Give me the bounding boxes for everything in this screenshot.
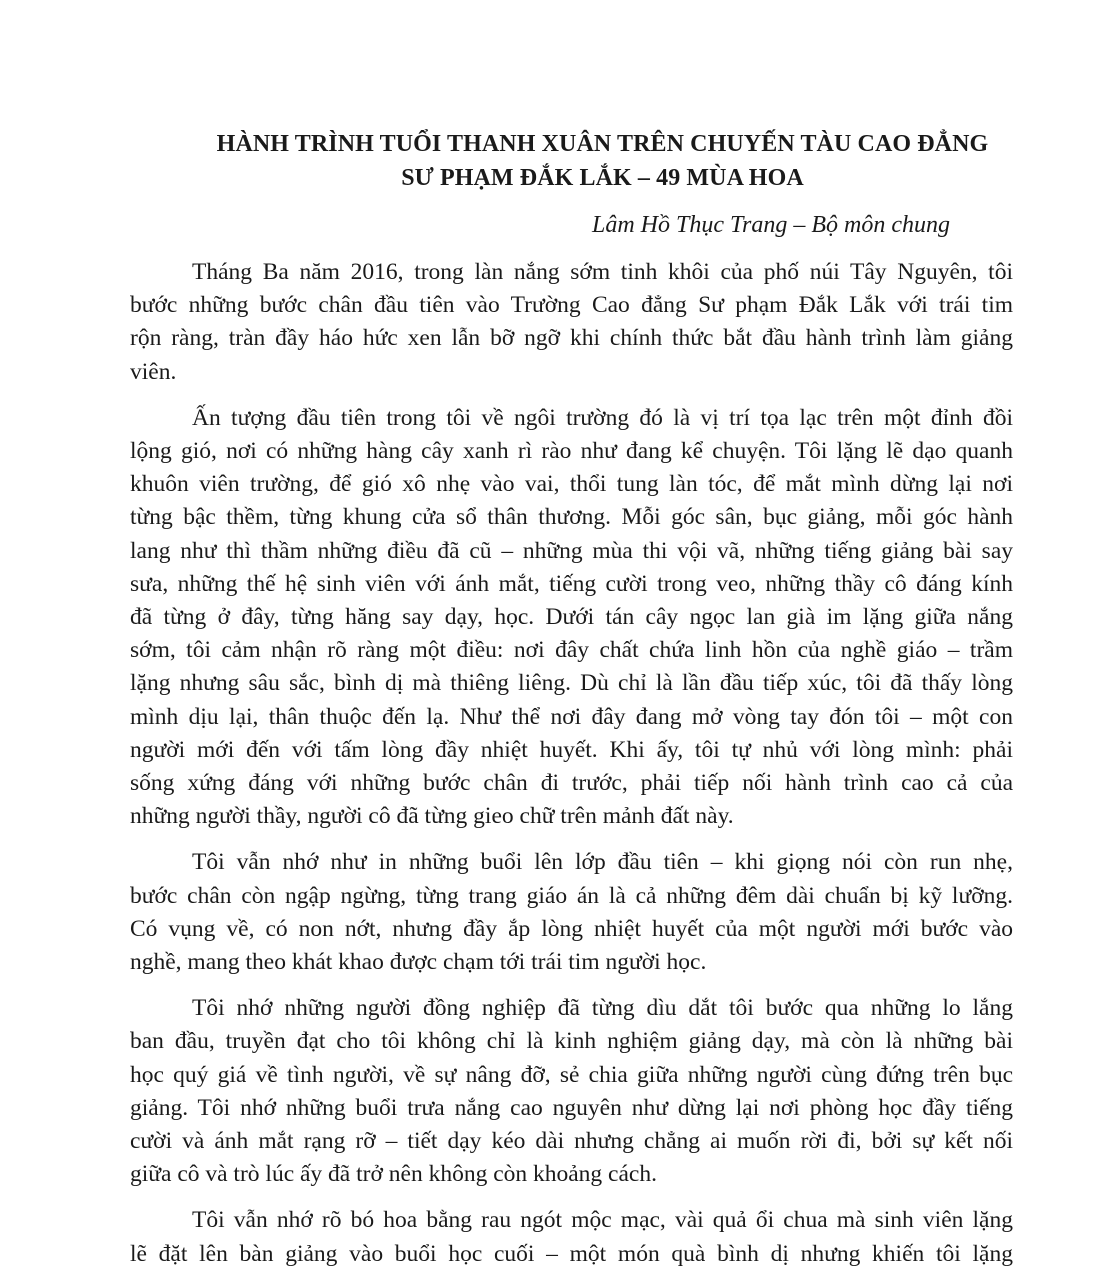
- paragraph-line: Có vụng về, có non nớt, nhưng đầy ắp lòng nhiệt huyết của một người mới bước vào: [130, 915, 1013, 942]
- paragraph-line: mình dịu lại, thân thuộc đến lạ. Như thể nơi đây đang mở vòng tay đón tôi – một con: [130, 703, 1013, 730]
- paragraph-line: Tôi vẫn nhớ rõ bó hoa bằng rau ngót mộc mạc, vài quả ổi chua mà sinh viên lặng: [192, 1207, 1013, 1234]
- paragraph-line: học quý giá về tình người, về sự nâng đỡ, sẻ chia giữa những người cùng đứng trên bục: [130, 1061, 1013, 1088]
- paragraph-line: giảng. Tôi nhớ những buổi trưa nắng cao nguyên như dừng lại nơi phòng học đầy tiếng: [130, 1094, 1013, 1121]
- paragraph-line: Tháng Ba năm 2016, trong làn nắng sớm tinh khôi của phố núi Tây Nguyên, tôi: [192, 259, 1013, 285]
- paragraph: [130, 1204, 1013, 1270]
- paragraph: [130, 402, 1013, 834]
- paragraph-line: những người thầy, người cô đã từng gieo chữ trên mảnh đất này.: [130, 803, 734, 830]
- paragraph-line: khuôn viên trường, để gió xô nhẹ vào vai, thổi tung làn tóc, để mắt mình dừng lại nơi: [130, 471, 1013, 498]
- document-title: [140, 127, 1065, 195]
- paragraph-line: người mới đến với tấm lòng đầy nhiệt huyết. Khi ấy, tôi tự nhủ với lòng mình: phải: [130, 736, 1013, 763]
- paragraph-line: từng bậc thềm, từng khung cửa sổ thân thương. Mỗi góc sân, bục giảng, mỗi góc hành: [130, 504, 1013, 531]
- paragraph-line: lẽ đặt lên bàn giảng vào buổi học cuối – một món quà bình dị nhưng khiến tôi lặng: [130, 1240, 1013, 1267]
- paragraph-line: rộn ràng, tràn đầy háo hức xen lẫn bỡ ngỡ khi chính thức bắt đầu hành trình làm giảng: [130, 325, 1013, 352]
- paragraph-line: đã từng ở đây, từng hăng say dạy, học. Dưới tán cây ngọc lan già im lặng giữa nắng: [130, 604, 1013, 631]
- paragraph-line: bước những bước chân đầu tiên vào Trường Cao đẳng Sư phạm Đắk Lắk với trái tim: [130, 292, 1013, 319]
- author-byline: Lâm Hồ Thục Trang – Bộ môn chung: [591, 212, 950, 238]
- paragraph-line: Ấn tượng đầu tiên trong tôi về ngôi trường đó là vị trí tọa lạc trên một đỉnh đồi: [192, 404, 1013, 431]
- paragraph: [130, 992, 1013, 1191]
- paragraph-line: lặng nhưng sâu sắc, bình dị mà thiêng liêng. Dù chỉ là lần đầu tiếp xúc, tôi đã thấy lòng: [130, 670, 1013, 697]
- paragraph-line: sống xứng đáng với những bước chân đi trước, phải tiếp nối hành trình cao cả của: [130, 770, 1013, 797]
- title-line-2: SƯ PHẠM ĐẮK LẮK – 49 MÙA HOA: [401, 165, 804, 191]
- paragraph-line: sưa, những thế hệ sinh viên với ánh mắt, tiếng cười trong veo, những thầy cô đáng kính: [130, 570, 1013, 597]
- paragraph-line: lộng gió, nơi có những hàng cây xanh rì rào như đang kể chuyện. Tôi lặng lẽ dạo quanh: [130, 438, 1013, 465]
- paragraph-line: bước chân còn ngập ngừng, từng trang giáo án là cả những đêm dài chuẩn bị kỹ lưỡng.: [130, 882, 1013, 909]
- paragraph-line: cười và ánh mắt rạng rỡ – tiết dạy kéo dài nhưng chẳng ai muốn rời đi, bởi sự kết nối: [130, 1128, 1013, 1155]
- paragraph: [130, 846, 1013, 979]
- article-body: [130, 256, 1013, 1284]
- paragraph-line: ban đầu, truyền đạt cho tôi không chỉ là kinh nghiệm giảng dạy, mà còn là những bài: [130, 1028, 1013, 1055]
- paragraph-line: Tôi vẫn nhớ như in những buổi lên lớp đầu tiên – khi giọng nói còn run nhẹ,: [192, 849, 1013, 876]
- paragraph-line: nghề, mang theo khát khao được chạm tới trái tim người học.: [130, 949, 707, 976]
- paragraph: [130, 256, 1013, 389]
- paragraph-line: lang như thì thầm những điều đã cũ – những mùa thi vội vã, những tiếng giảng bài say: [130, 537, 1013, 564]
- paragraph-line: giữa cô và trò lúc ấy đã trở nên không còn khoảng cách.: [130, 1161, 657, 1188]
- paragraph-line: viên.: [130, 358, 177, 385]
- paragraph-line: Tôi nhớ những người đồng nghiệp đã từng dìu dắt tôi bước qua những lo lắng: [192, 995, 1013, 1022]
- title-line-1: HÀNH TRÌNH TUỔI THANH XUÂN TRÊN CHUYẾN TÀU CAO ĐẲNG: [216, 131, 989, 157]
- paragraph-line: sớm, tôi cảm nhận rõ ràng một điều: nơi đây chất chứa linh hồn của nghề giáo – trầm: [130, 637, 1013, 664]
